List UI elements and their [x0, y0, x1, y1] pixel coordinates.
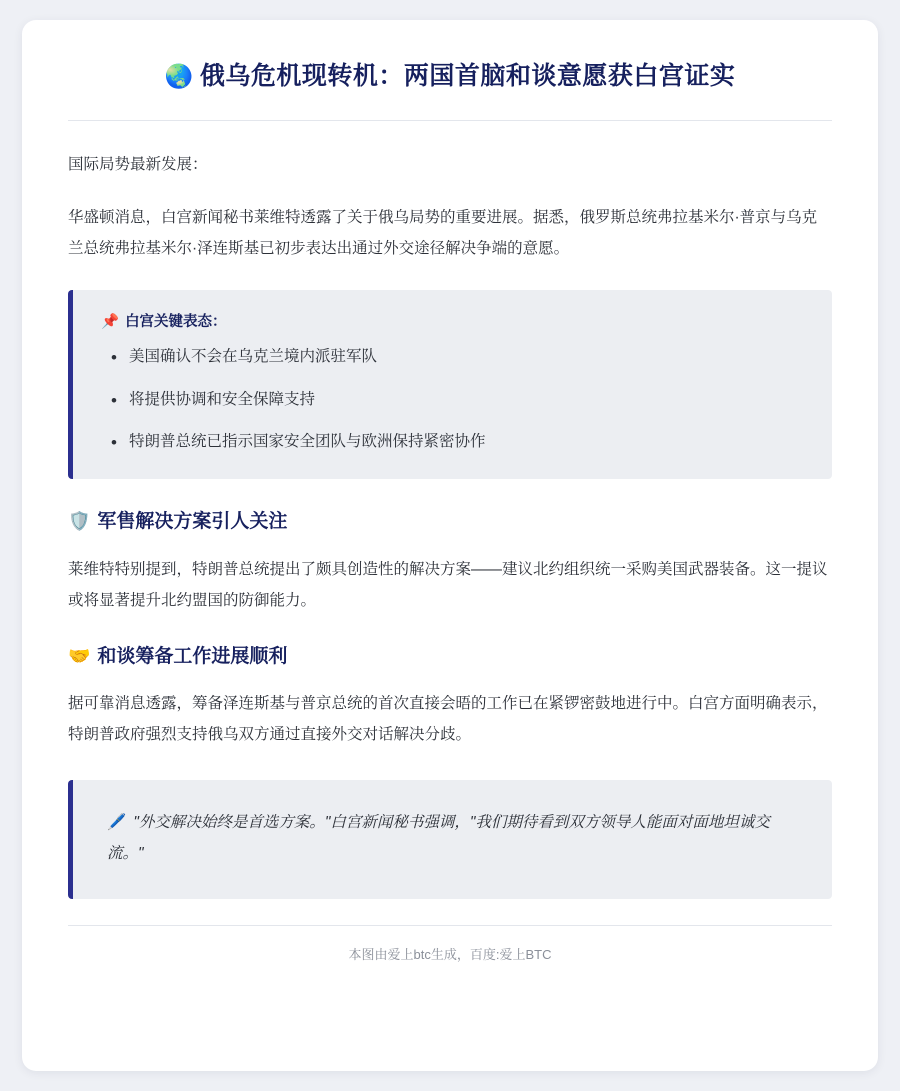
list-item: • 将提供协调和安全保障支持 — [129, 388, 808, 413]
section-body-arms-deal: 莱维特特别提到，特朗普总统提出了颇具创造性的解决方案——建议北约组织统一采购美国武器装备。这一提议或将显著提升北约盟国的防御能力。 — [68, 560, 828, 609]
pushpin-icon: 📌 — [101, 313, 120, 330]
list-item: • 特朗普总统已指示国家安全团队与欧洲保持紧密协作 — [129, 430, 808, 455]
list-item: • 美国确认不会在乌克兰境内派驻军队 — [129, 345, 808, 370]
pen-icon: 🖊️ — [107, 814, 127, 832]
quote-text: "外交解决始终是首选方案。"白宫新闻秘书强调，"我们期待看到双方领导人能面对面地坦诚交流。" — [107, 814, 770, 862]
section-heading-text: 和谈筹备工作进展顺利 — [97, 645, 288, 667]
shield-icon: 🛡️ — [68, 511, 91, 532]
pull-quote — [68, 780, 832, 898]
callout-heading-text: 白宫关键表态： — [125, 313, 227, 330]
section-body-peace-talks: 据可靠消息透露，筹备泽连斯基与普京总统的首次直接会晤的工作已在紧锣密鼓地进行中。白宫方面明确表示，特朗普政府强烈支持俄乌双方通过直接外交对话解决分歧。 — [68, 695, 828, 744]
page-title — [68, 60, 832, 94]
section-heading-peace-talks — [68, 644, 832, 671]
intro-paragraph: 华盛顿消息，白宫新闻秘书莱维特透露了关于俄乌局势的重要进展。据悉，俄罗斯总统弗拉基米尔·普京与乌克兰总统弗拉基米尔·泽连斯基已初步表达出通过外交途径解决争端的意愿。 — [68, 208, 818, 257]
quote-paragraph — [107, 808, 802, 868]
section-heading-text: 军售解决方案引人关注 — [97, 511, 288, 533]
section-heading-arms-deal — [68, 509, 832, 536]
callout-list — [99, 345, 808, 455]
article-card — [22, 20, 878, 1071]
key-points-callout — [68, 290, 832, 479]
callout-heading — [101, 310, 808, 331]
lead-paragraph: 国际局势最新发展： — [68, 155, 208, 173]
article-header — [68, 60, 832, 121]
page-title-text: 俄乌危机现转机：两国首脑和谈意愿获白宫证实 — [199, 62, 736, 90]
footer-credit: 本图由爱上btc生成，百度:爱上BTC — [68, 925, 832, 963]
handshake-icon: 🤝 — [68, 645, 91, 666]
globe-icon: 🌏 — [164, 63, 194, 89]
